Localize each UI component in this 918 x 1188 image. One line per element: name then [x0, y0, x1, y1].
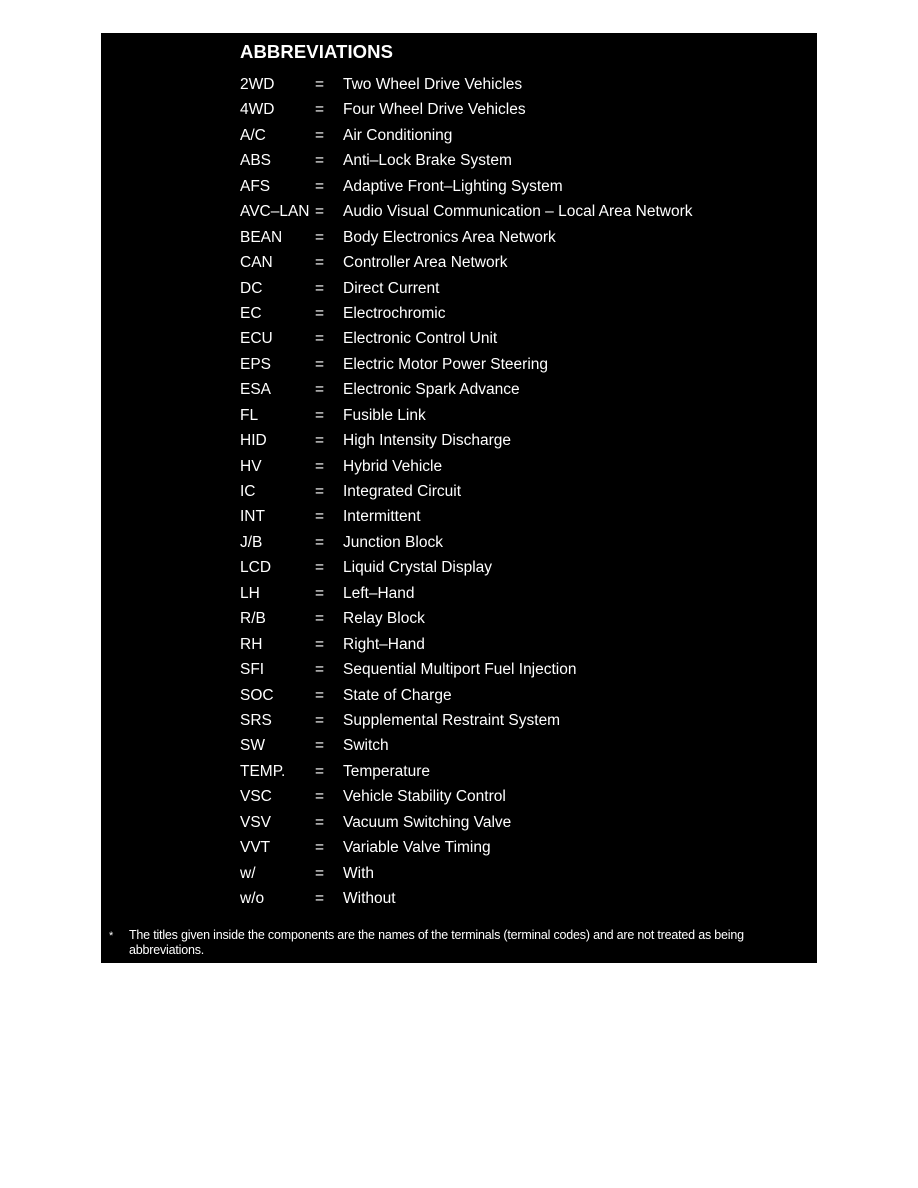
abbreviation-definition: Hybrid Vehicle [343, 457, 443, 475]
abbreviation-definition: Air Conditioning [343, 126, 453, 144]
abbreviation-term: VSC [240, 788, 272, 806]
equals-sign: = [315, 762, 325, 780]
equals-sign: = [315, 788, 325, 806]
abbreviation-definition: Direct Current [343, 279, 440, 297]
equals-sign: = [315, 533, 325, 551]
abbreviation-term: ABS [240, 152, 272, 170]
abbreviation-term: VSV [240, 813, 272, 831]
abbreviation-term: FL [240, 406, 259, 424]
abbreviation-definition: Relay Block [343, 610, 425, 628]
equals-sign: = [315, 864, 325, 882]
equals-sign: = [315, 839, 325, 857]
abbreviation-definition: With [343, 864, 374, 882]
abbreviation-definition: Controller Area Network [343, 254, 508, 272]
abbreviation-term: w/ [240, 864, 256, 882]
equals-sign: = [315, 177, 325, 195]
abbreviation-definition: Left–Hand [343, 584, 415, 602]
equals-sign: = [315, 203, 325, 221]
equals-sign: = [315, 76, 325, 93]
page-title: ABBREVIATIONS [240, 41, 394, 62]
abbreviation-term: CAN [240, 254, 273, 272]
abbreviation-term: w/o [240, 890, 265, 907]
equals-sign: = [315, 559, 325, 577]
abbreviation-term: IC [240, 483, 256, 500]
list-item [101, 148, 817, 173]
abbreviation-definition: Vehicle Stability Control [343, 788, 506, 806]
abbreviation-term: 2WD [240, 76, 275, 93]
abbreviation-definition: Variable Valve Timing [343, 839, 491, 857]
list-item [101, 632, 817, 657]
list-item [101, 555, 817, 580]
list-item [101, 301, 817, 326]
list-item [101, 733, 817, 758]
list-item [101, 581, 817, 606]
list-item [101, 225, 817, 250]
equals-sign: = [315, 330, 325, 348]
abbreviation-term: SFI [240, 661, 265, 679]
abbreviation-term: VVT [240, 839, 271, 857]
list-item [101, 377, 817, 402]
list-item [101, 199, 817, 224]
abbreviation-definition: Electronic Spark Advance [343, 381, 520, 399]
list-item [101, 861, 817, 886]
equals-sign: = [315, 279, 325, 297]
list-item [101, 428, 817, 453]
abbreviation-definition: Electric Motor Power Steering [343, 355, 549, 373]
list-item [101, 810, 817, 835]
abbreviation-term: HID [240, 432, 267, 450]
abbreviation-term: 4WD [240, 101, 275, 119]
equals-sign: = [315, 635, 325, 653]
list-item [101, 454, 817, 479]
equals-sign: = [315, 126, 325, 144]
equals-sign: = [315, 661, 325, 679]
list-item [101, 784, 817, 809]
abbreviation-definition: Right–Hand [343, 635, 425, 653]
list-item [101, 174, 817, 199]
abbreviation-term: EC [240, 304, 262, 322]
abbreviation-definition: Two Wheel Drive Vehicles [343, 76, 523, 93]
abbreviation-term: SRS [240, 711, 272, 729]
list-item [101, 708, 817, 733]
abbreviation-term: ESA [240, 381, 272, 399]
footnote-marker: * [109, 930, 114, 942]
list-item [101, 606, 817, 631]
abbreviation-list [101, 72, 817, 911]
list-item [101, 479, 817, 504]
list-item [101, 72, 817, 97]
abbreviation-definition: Audio Visual Communication – Local Area Network [343, 203, 693, 221]
abbreviations-panel [101, 33, 817, 963]
equals-sign: = [315, 737, 325, 755]
equals-sign: = [315, 432, 325, 450]
equals-sign: = [315, 584, 325, 602]
abbreviation-definition: Integrated Circuit [343, 483, 462, 500]
abbreviation-term: A/C [240, 126, 266, 144]
list-item [101, 352, 817, 377]
abbreviation-definition: Intermittent [343, 508, 421, 526]
equals-sign: = [315, 890, 325, 907]
equals-sign: = [315, 228, 325, 246]
abbreviation-term: ECU [240, 330, 273, 348]
abbreviation-term: BEAN [240, 228, 283, 246]
equals-sign: = [315, 711, 325, 729]
abbreviation-term: SOC [240, 686, 274, 704]
equals-sign: = [315, 813, 325, 831]
list-item [101, 759, 817, 784]
abbreviation-term: RH [240, 635, 263, 653]
abbreviation-definition: Electrochromic [343, 304, 446, 322]
abbreviation-definition: Adaptive Front–Lighting System [343, 177, 563, 195]
list-item [101, 886, 817, 911]
list-item [101, 403, 817, 428]
list-item [101, 657, 817, 682]
abbreviation-term: LCD [240, 559, 272, 577]
abbreviation-term: LH [240, 584, 260, 602]
abbreviation-definition: Sequential Multiport Fuel Injection [343, 661, 577, 679]
equals-sign: = [315, 508, 325, 526]
abbreviation-definition: Anti–Lock Brake System [343, 152, 512, 170]
abbreviation-definition: Without [343, 890, 396, 907]
abbreviation-term: AVC–LAN [240, 203, 310, 221]
equals-sign: = [315, 686, 325, 704]
abbreviation-definition: Vacuum Switching Valve [343, 813, 512, 831]
abbreviation-definition: Temperature [343, 762, 431, 780]
abbreviation-definition: High Intensity Discharge [343, 432, 511, 450]
list-item [101, 276, 817, 301]
abbreviation-term: HV [240, 457, 262, 475]
abbreviation-definition: Switch [343, 737, 389, 755]
abbreviation-definition: Body Electronics Area Network [343, 228, 556, 246]
abbreviation-term: DC [240, 279, 263, 297]
abbreviation-term: SW [240, 737, 265, 755]
abbreviation-definition: State of Charge [343, 686, 452, 704]
abbreviation-definition: Four Wheel Drive Vehicles [343, 101, 526, 119]
abbreviation-definition: Electronic Control Unit [343, 330, 498, 348]
list-item [101, 530, 817, 555]
equals-sign: = [315, 254, 325, 272]
list-item [101, 504, 817, 529]
list-item [101, 683, 817, 708]
abbreviation-definition: Junction Block [343, 533, 443, 551]
list-item [101, 97, 817, 122]
list-item [101, 250, 817, 275]
equals-sign: = [315, 483, 325, 500]
abbreviation-term: AFS [240, 177, 271, 195]
abbreviation-definition: Liquid Crystal Display [343, 559, 493, 577]
abbreviation-definition: Fusible Link [343, 406, 426, 424]
equals-sign: = [315, 152, 325, 170]
list-item [101, 326, 817, 351]
abbreviation-term: J/B [240, 533, 263, 551]
abbreviation-term: INT [240, 508, 265, 526]
abbreviation-term: EPS [240, 355, 272, 373]
equals-sign: = [315, 610, 325, 628]
equals-sign: = [315, 381, 325, 399]
abbreviation-definition: Supplemental Restraint System [343, 711, 561, 729]
list-item [101, 123, 817, 148]
equals-sign: = [315, 406, 325, 424]
equals-sign: = [315, 304, 325, 322]
list-item [101, 835, 817, 860]
equals-sign: = [315, 355, 325, 373]
equals-sign: = [315, 101, 325, 119]
abbreviation-term: TEMP. [240, 762, 286, 780]
equals-sign: = [315, 457, 325, 475]
abbreviation-term: R/B [240, 610, 266, 628]
footnote-text: The titles given inside the components are the names of the terminals (terminal codes) and are not treated as being abbreviations. [129, 928, 744, 957]
